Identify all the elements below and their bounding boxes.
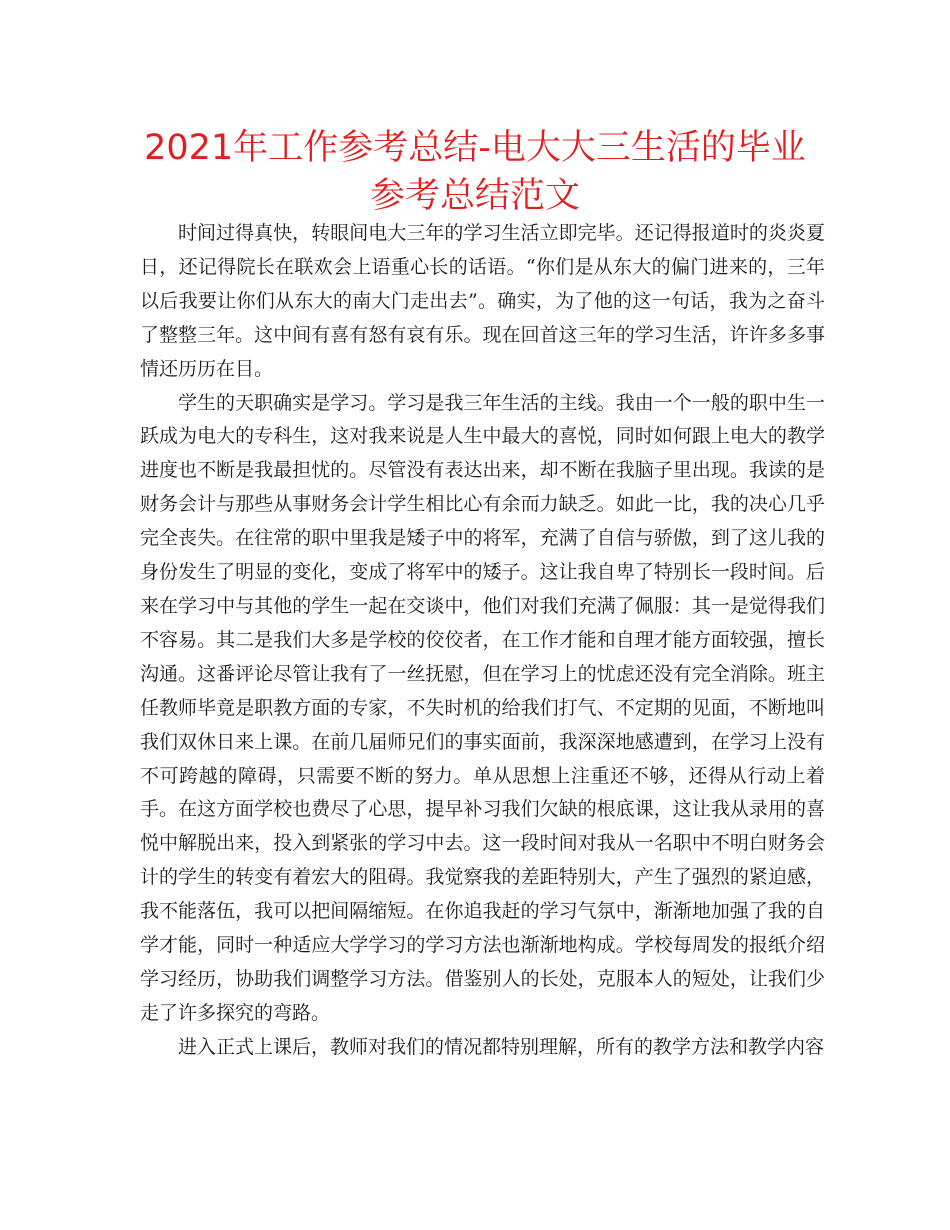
paragraph-2: 学生的天职确实是学习。学习是我三年生活的主线。我由一个一般的职中生一跃成为电大的专科生，这对我来说是人生中最大的喜悦，同时如何跟上电大的教学进度也不断是我最担忧的。尽管没有表达出来，却不断在我脑子里出现。我读的是财务会计与那些从事财务会计学生相比心有余而力缺乏。如此一比，我的决心几乎完全丧失。在往常的职中里我是矮子中的将军，充满了自信与骄傲，到了这儿我的身份发生了明显的变化，变成了将军中的矮子。这让我自卑了特别长一段时间。后来在学习中与其他的学生一起在交谈中，他们对我们充满了佩服：其一是觉得我们不容易。其二是我们大多是学校的佼佼者，在工作才能和自理才能方面较强，擅长沟通。这番评论尽管让我有了一丝抚慰，但在学习上的忧虑还没有完全消除。班主任教师毕竟是职教方面的专家，不失时机的给我们打气、不定期的见面，不断地叫我们双休日来上课。在前几届师兄们的事实面前，我深深地感遭到，在学习上没有不可跨越的障碍，只需要不断的努力。单从思想上注重还不够，还得从行动上着手。在这方面学校也费尽了心思，提早补习我们欠缺的根底课，这让我从录用的喜悦中解脱出来，投入到紧张的学习中去。这一段时间对我从一名职中不明白财务会计的学生的转变有着宏大的阻碍。我觉察我的差距特别大，产生了强烈的紧迫感，我不能落伍，我可以把间隔缩短。在你追我赶的学习气氛中，渐渐地加强了我的自学才能，同时一种适应大学学习的学习方法也渐渐地构成。学校每周发的报纸介绍学习经历，协助我们调整学习方法。借鉴别人的长处，克服本人的短处，让我们少走了许多探究的弯路。	[140, 391, 825, 1024]
paragraph-3: 进入正式上课后，教师对我们的情况都特别理解，所有的教学方法和教学内容	[178, 1035, 825, 1058]
document-title: 2021年工作参考总结-电大大三生活的毕业参考总结范文	[144, 128, 806, 216]
document-body	[140, 217, 825, 1065]
paragraph-1: 时间过得真快，转眼间电大三年的学习生活立即完毕。还记得报道时的炎炎夏日，还记得院长在联欢会上语重心长的话语。“你们是从东大的偏门进来的，三年以后我要让你们从东大的南大门走出去”。确实，为了他的这一句话，我为之奋斗了整整三年。这中间有喜有怒有哀有乐。现在回首这三年的学习生活，许许多多事情还历历在目。	[140, 222, 825, 380]
